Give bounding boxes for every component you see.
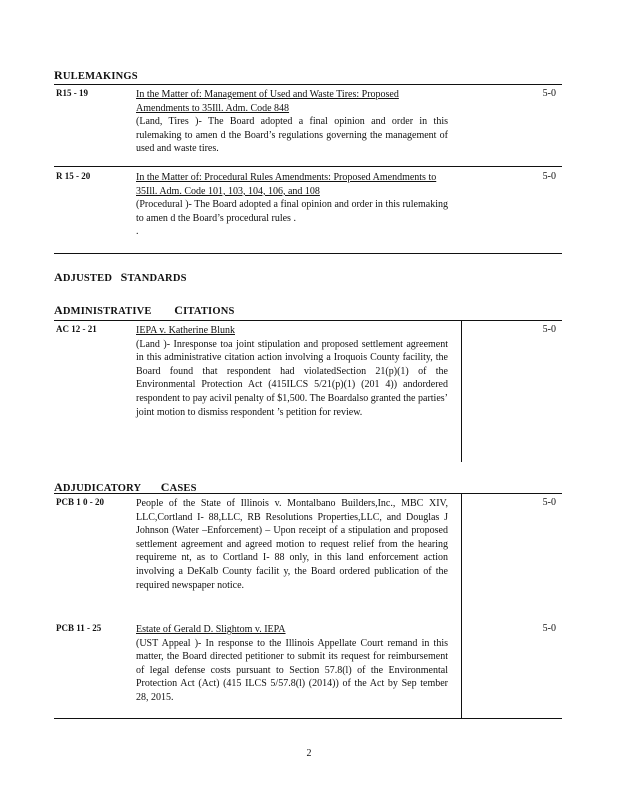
section-heading-rulemakings: RULEMAKINGS — [54, 68, 138, 82]
section-heading-adjudicatory-cases: ADJUDICATORY CASES — [54, 480, 197, 494]
case-number: PCB 11 - 25 — [56, 623, 102, 633]
section-end-rule — [54, 718, 562, 719]
case-description — [136, 324, 448, 419]
case-title: In the Matter of: Management of Used and Waste Tires: Proposed Amendments to 35Ill. Adm. Code 848 — [136, 89, 399, 114]
vote-column-divider — [461, 493, 462, 719]
vote-count: 5-0 — [542, 88, 556, 99]
case-description — [136, 623, 448, 705]
case-number: PCB 1 0 - 20 — [56, 497, 104, 507]
vote-count: 5-0 — [542, 171, 556, 182]
case-title: Estate of Gerald D. Slightom v. IEPA — [136, 624, 286, 635]
case-summary: (UST Appeal )- In response to the Illinois Appellate Court remand in this matter, the Board directed petitioner to submit its request for reimbursement of legal defense costs pursuant to Section 57.8(l) of the Environmental Protection Act (Act) (415 ILCS 5/57.8(l) (2014)) of the Act by Sep tember 28, 2015. — [136, 637, 448, 703]
case-summary: (Procedural )- The Board adopted a final opinion and order in this rulemaking to amen d the Board’s procedural rules . — [136, 199, 448, 224]
section-rule — [54, 320, 562, 321]
vote-column-divider — [461, 320, 462, 462]
case-number: R15 - 19 — [56, 88, 88, 98]
case-number: R 15 - 20 — [56, 171, 91, 181]
case-summary: (Land, Tires )- The Board adopted a final opinion and order in this rulemaking to amen d the Board’s regulations governing the management of used and waste tires. — [136, 116, 448, 155]
case-number: AC 12 - 21 — [56, 324, 97, 334]
case-title: IEPA v. Katherine Blunk — [136, 325, 235, 336]
case-summary: (Land )- Inresponse toa joint stipulation and proposed settlement agreement in this administrative citation action involving a Iroquois County facility, the Board found that respondent had violatedSection 21(p)(1) of the Environmental Protection Act (415ILCS 5/21(p)(1) (201 4)) andordered respondent to pay acivil penalty of $1,500. The Boardalso granted the parties’ joint motion to dismiss respondent ’s petition for review. — [136, 338, 448, 418]
section-heading-adjusted-standards: ADJUSTED STANDARDS — [54, 270, 187, 284]
section-end-rule — [54, 253, 562, 254]
section-heading-administrative-citations: ADMINISTRATIVE CITATIONS — [54, 303, 235, 317]
page-number: 2 — [306, 748, 312, 759]
case-description — [136, 497, 448, 592]
case-trailer: . — [136, 226, 139, 238]
case-description — [136, 171, 448, 239]
vote-count: 5-0 — [542, 497, 556, 508]
case-description — [136, 88, 448, 156]
case-title: In the Matter of: Procedural Rules Amendments: Proposed Amendments to 35Ill. Adm. Code 101, 103, 104, 106, and 108 — [136, 172, 437, 197]
section-rule — [54, 493, 562, 494]
vote-count: 5-0 — [542, 324, 556, 335]
entry-rule — [54, 166, 562, 167]
case-summary: People of the State of Illinois v. Montalbano Builders,Inc., MBC XIV, LLC,Cortland I- 88,LLC, RB Resolutions Properties,LLC, and Douglas J Johnson (Water –Enforcement) – Upon receipt of a stipulation and proposed settlement agreement and agreed motion to request relief from the hearing requireme nt, as to Cortland I- 88 only, in this land enforcement action involving a DeKalb County facilit y, the Board ordered publication of the required newspaper notice. — [136, 498, 448, 591]
vote-count: 5-0 — [542, 623, 556, 634]
section-rule — [54, 84, 562, 85]
